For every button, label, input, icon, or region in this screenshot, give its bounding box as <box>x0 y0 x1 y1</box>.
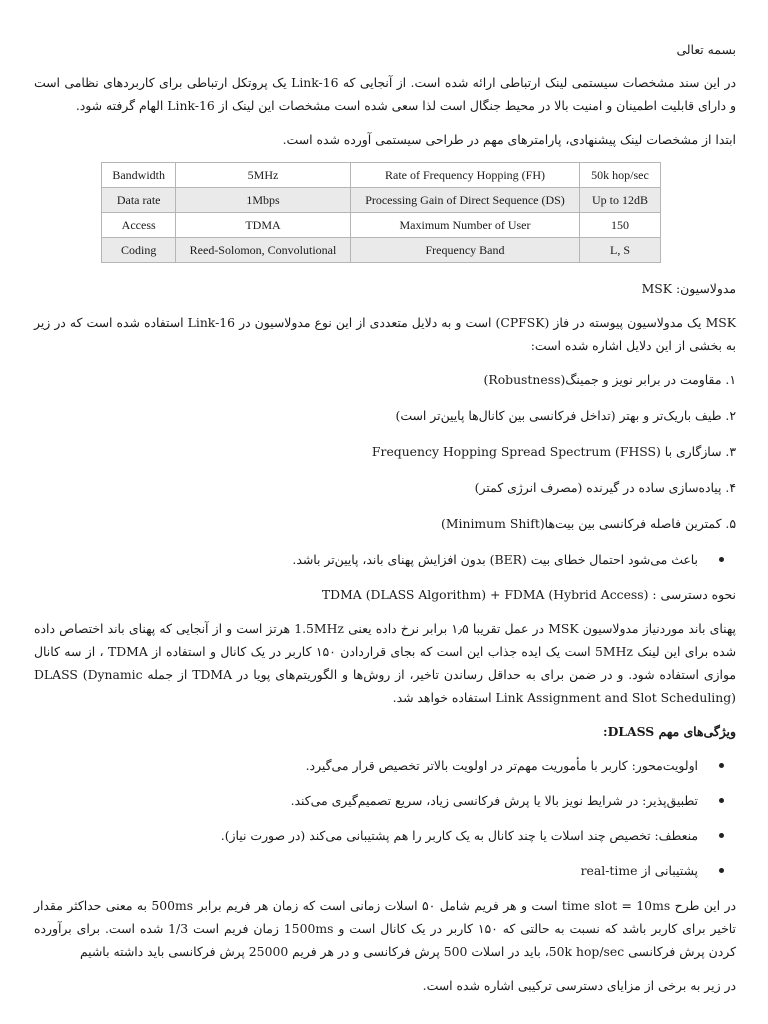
spec-table <box>101 162 661 263</box>
reason-item: ۳. سازگاری با Frequency Hopping Spread Spectrum (FHSS) <box>371 444 736 459</box>
list-item: اولویت‌محور: کاربر با مأموریت مهم‌تر در اولویت بالاتر تخصیص قرار می‌گیرد. <box>34 754 698 777</box>
table-cell: Data rate <box>102 188 176 213</box>
table-cell: Bandwidth <box>102 163 176 188</box>
list-item: تطبیق‌پذیر: در شرایط نویز بالا یا پرش فرکانسی زیاد، سریع تصمیم‌گیری می‌کند. <box>34 789 698 812</box>
document-title: بسمه تعالی <box>676 42 736 57</box>
table-cell: TDMA <box>176 213 351 238</box>
table-cell: L, S <box>580 238 661 263</box>
timing-description: در این طرح time slot = 10ms است و هر فریم شامل ۵۰ اسلات زمانی است که زمان هر فریم برابر 500ms به معنی حداکثر مقدار تاخیر برای کاربر باشد که نسبت به حالتی که ۱۵۰ کاربر در یک کانال است و 1500ms زمان فریم است 1/3 شده است. برای برآورده کردن پرش فرکانسی 50k hop/sec، باید در اسلات 500 پرش فرکانسی و در هر فریم 25000 پرش فرکانسی باید داشته باشیم <box>34 898 736 959</box>
reason-item: ۵. کمترین فاصله فرکانسی بین بیت‌ها(Minimum Shift) <box>440 516 736 531</box>
closing-text: در زیر به برخی از مزایای دسترسی ترکیبی اشاره شده است. <box>422 978 736 993</box>
list-item: پشتیبانی از real-time <box>34 859 698 882</box>
reason-item: ۲. طیف باریک‌تر و بهتر (تداخل فرکانسی بین کانال‌ها پایین‌تر است) <box>395 408 736 423</box>
access-description: پهنای باند موردنیاز مدولاسیون MSK در عمل تقریبا ۱٫۵ برابر نرخ داده یعنی 1.5MHz هرتز است و از آنجایی که پهنای باند اختصاص داده شده برای این لینک 5MHz است یک ایده جذاب این است که بجای قراردادن ۱۵۰ کاربر در یک کانال و استفاده از TDMA ، از سه کانال موازی استفاده شود. و در ضمن برای به حداقل رساندن تاخیر، از روش‌ها و الگوریتم‌های پویا در TDMA از جمله DLASS (Dynamic Link Assignment and Slot Scheduling) استفاده خواهد شد. <box>34 621 736 705</box>
reason-item: ۱. مقاومت در برابر نویز و جمینگ(Robustness) <box>483 372 736 387</box>
table-row <box>102 238 661 263</box>
dlass-feature-list <box>34 754 736 882</box>
list-item: باعث می‌شود احتمال خطای بیت (BER) بدون افزایش پهنای باند، پایین‌تر باشد. <box>34 548 698 571</box>
msk-description: MSK یک مدولاسیون پیوسته در فاز (CPFSK) است و به دلایل متعددی از این نوع مدولاسیون در Link-16 استفاده شده است که در زیر به بخشی از این دلایل اشاره شده است: <box>34 315 736 353</box>
dlass-heading: ویژگی‌های مهم DLASS: <box>602 724 736 739</box>
table-cell: 50k hop/sec <box>580 163 661 188</box>
table-cell: Access <box>102 213 176 238</box>
table-cell: Maximum Number of User <box>351 213 580 238</box>
table-row <box>102 188 661 213</box>
table-cell: Rate of Frequency Hopping (FH) <box>351 163 580 188</box>
table-cell: 150 <box>580 213 661 238</box>
table-row <box>102 213 661 238</box>
table-cell: 5MHz <box>176 163 351 188</box>
list-item: منعطف: تخصیص چند اسلات یا چند کانال به یک کاربر را هم پشتیبانی می‌کند (در صورت نیاز). <box>34 824 698 847</box>
table-cell: Processing Gain of Direct Sequence (DS) <box>351 188 580 213</box>
params-intro: ابتدا از مشخصات لینک پیشنهادی، پارامترهای مهم در طراحی سیستمی آورده شده است. <box>282 132 736 147</box>
table-cell: Up to 12dB <box>580 188 661 213</box>
modulation-heading: مدولاسیون: MSK <box>641 281 736 296</box>
reason-item: ۴. پیاده‌سازی ساده در گیرنده (مصرف انرژی کمتر) <box>474 480 736 495</box>
intro-paragraph: در این سند مشخصات سیستمی لینک ارتباطی ارائه شده است. از آنجایی که Link-16 یک پروتکل ارتباطی برای کاربردهای نظامی است و دارای قابلیت اطمینان و امنیت بالا در محیط جنگال است لذا سعی شده است مشخصات این لینک از Link-16 الهام گرفته شود. <box>34 75 737 113</box>
table-cell: Frequency Band <box>351 238 580 263</box>
access-heading: نحوه دسترسی : TDMA (DLASS Algorithm) + FDMA (Hybrid Access) <box>321 587 736 602</box>
table-row <box>102 163 661 188</box>
table-cell: Coding <box>102 238 176 263</box>
reason-bullet-list <box>34 548 736 571</box>
table-cell: Reed-Solomon, Convolutional <box>176 238 351 263</box>
table-cell: 1Mbps <box>176 188 351 213</box>
